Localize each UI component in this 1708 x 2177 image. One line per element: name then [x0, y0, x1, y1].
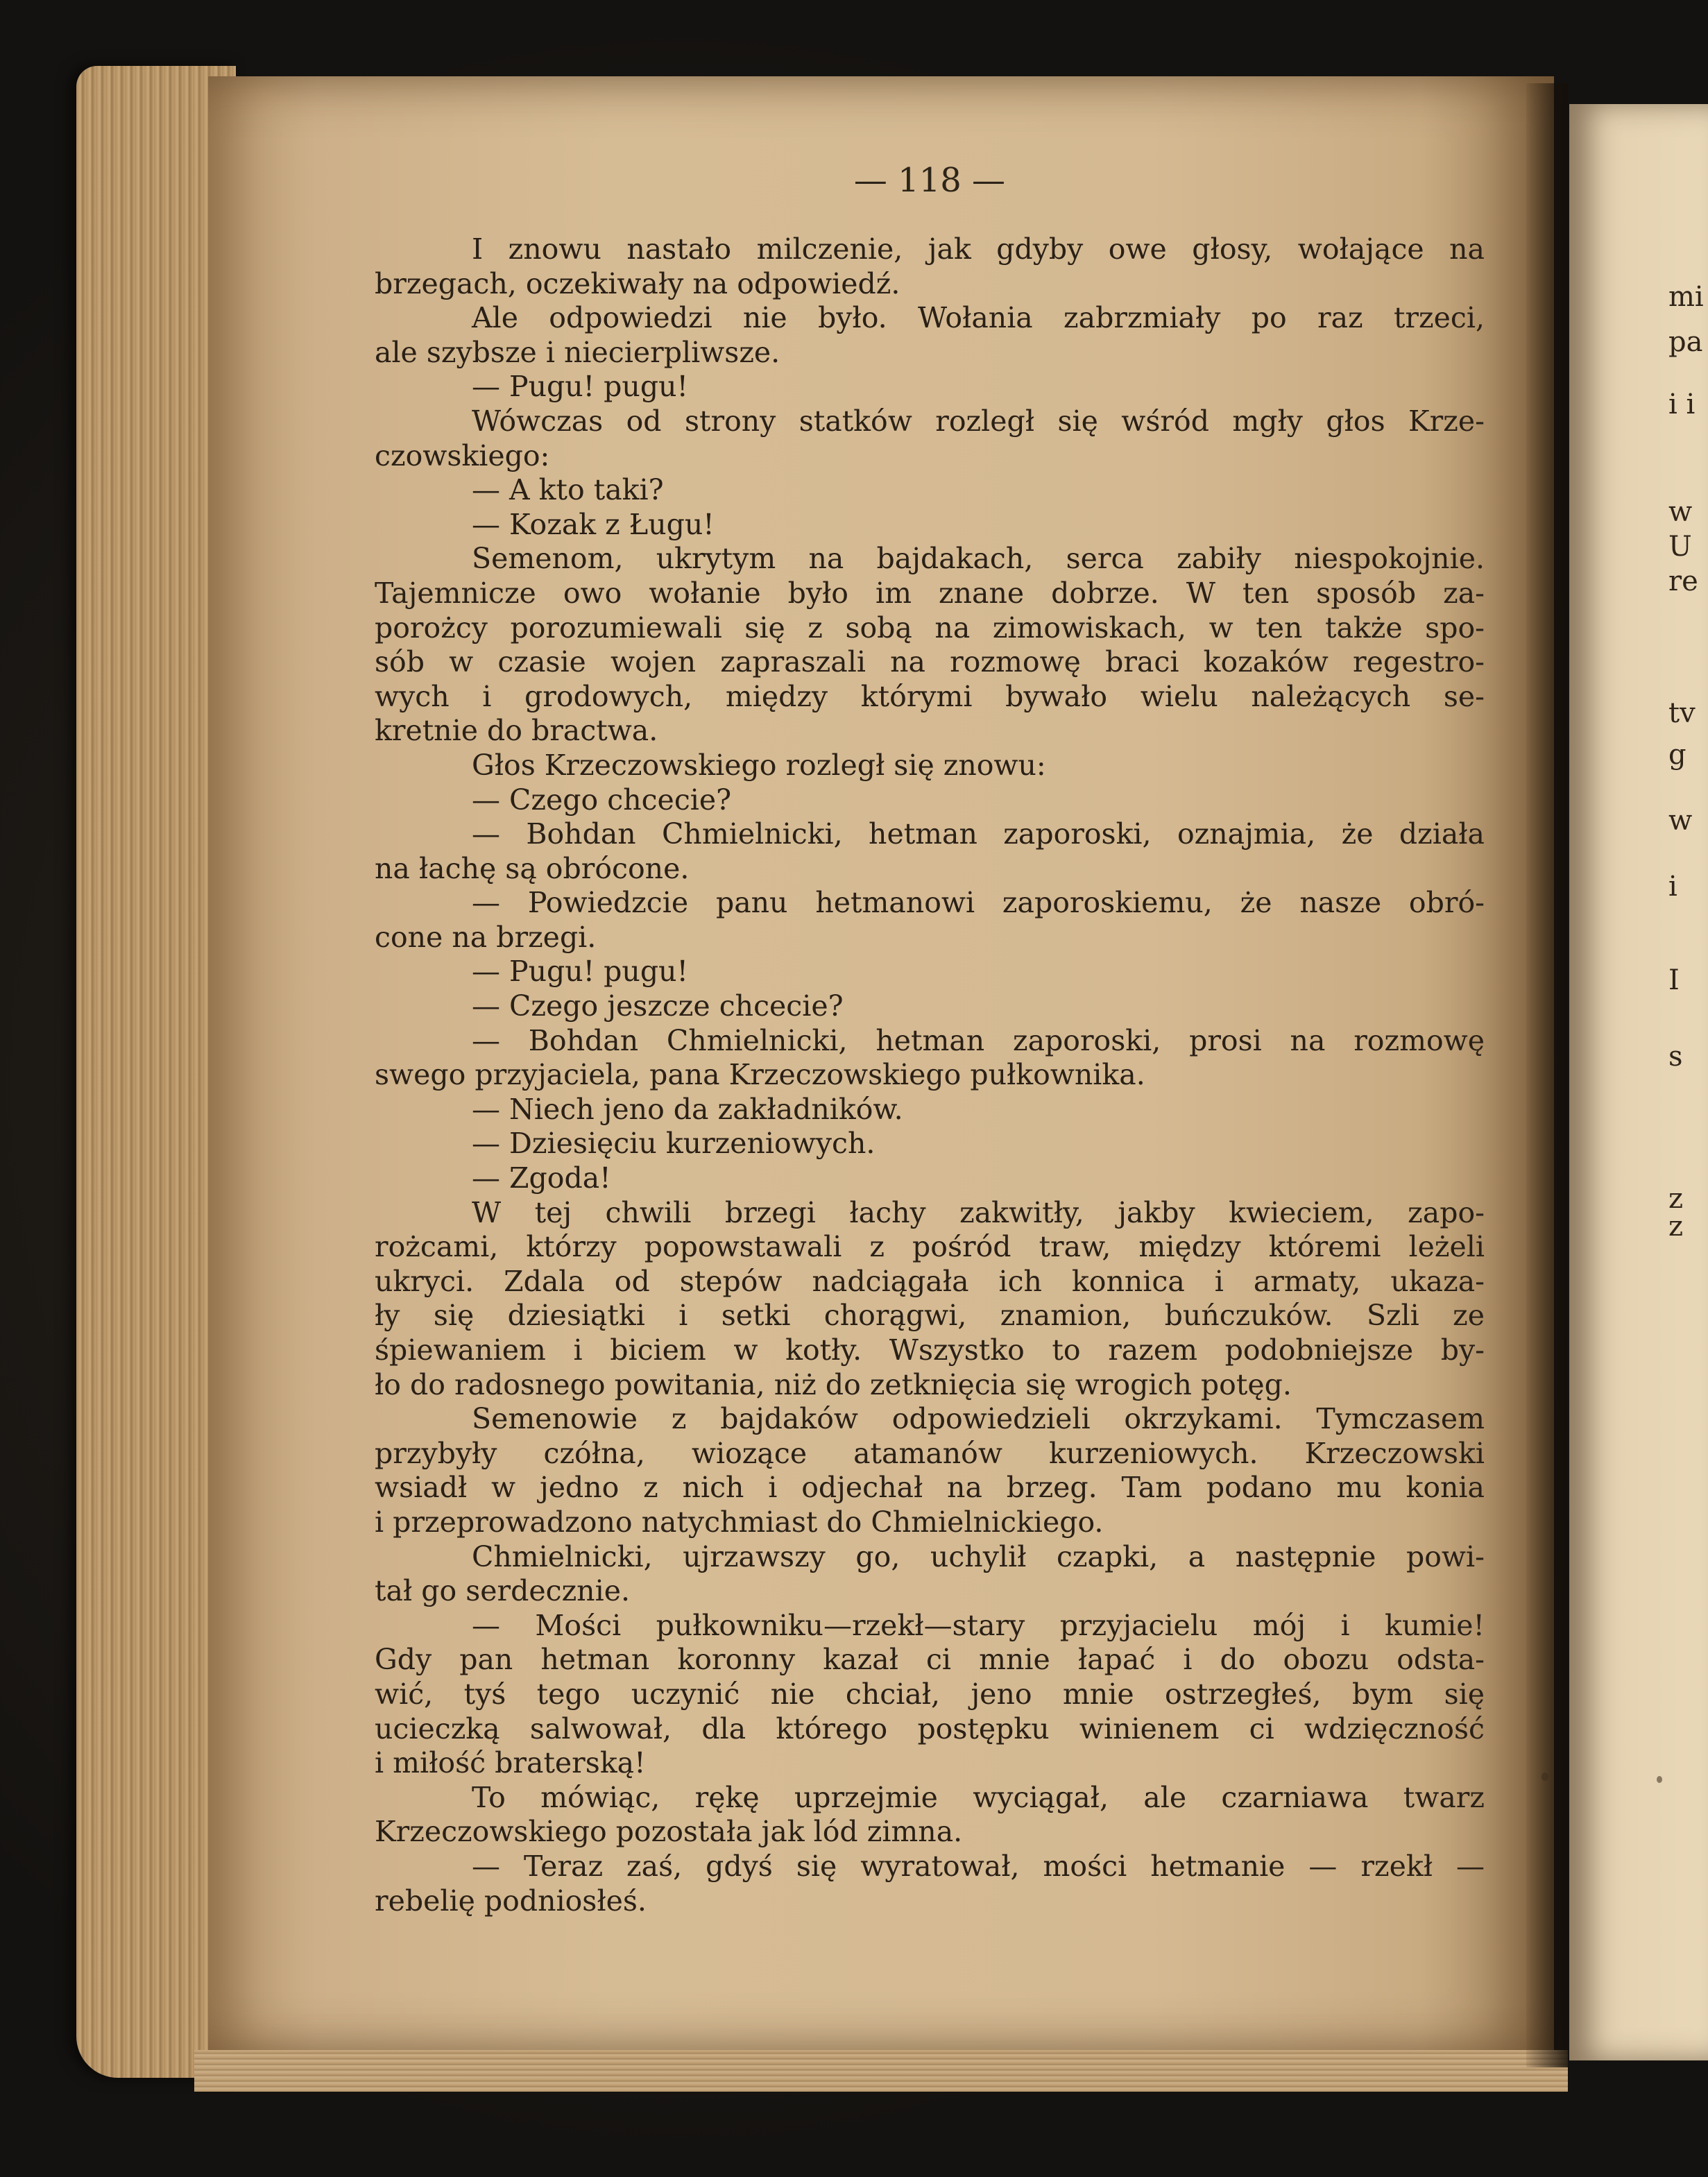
text-line: ale szybsze i niecierpliwsze. [375, 335, 780, 369]
text-line: Krzeczowskiego pozostała jak lód zimna. [375, 1815, 963, 1849]
text-line: Chmielnicki, ujrzawszy go, uchylił czapki, a następnie powi- [472, 1539, 1485, 1573]
text-line: W tej chwili brzegi łachy zakwitły, jakby kwieciem, zapo- [472, 1195, 1485, 1229]
right-page-fragment: i i [1668, 389, 1696, 420]
page-number: — 118 — [853, 161, 1006, 200]
right-page-fragment: re [1668, 565, 1698, 597]
text-line: Ale odpowiedzi nie było. Wołania zabrzmiały po raz trzeci, [472, 301, 1485, 335]
page-text [375, 232, 1485, 1918]
text-line: kretnie do bractwa. [375, 714, 658, 748]
text-line: ły się dziesiątki i setki chorągwi, znamion, buńczuków. Szli ze [375, 1299, 1485, 1333]
right-page-fragment: tv [1668, 697, 1696, 729]
text-line: — Pugu! pugu! [472, 370, 688, 404]
text-line: na łachę są obrócone. [375, 851, 690, 885]
page-bottom-edges [194, 2050, 1568, 2092]
right-page-fragment: g [1668, 739, 1686, 771]
text-line: rożcami, którzy popowstawali z pośród traw, między któremi leżeli [375, 1230, 1485, 1264]
text-line: Wówczas od strony statków rozległ się wśród mgły głos Krze- [472, 404, 1485, 438]
right-page-fragment: z [1668, 1183, 1684, 1215]
right-page-fragment: w [1668, 805, 1693, 837]
text-line: — Powiedzcie panu hetmanowi zaporoskiemu, że nasze obró- [472, 886, 1485, 920]
text-line: Głos Krzeczowskiego rozległ się znowu: [472, 748, 1046, 782]
right-page-fragment: s [1668, 1041, 1683, 1073]
text-line: — Dziesięciu kurzeniowych. [472, 1127, 876, 1161]
text-line: przybyły czółna, wiozące atamanów kurzeniowych. Krzeczowski [375, 1436, 1485, 1470]
right-page-fragment: z [1668, 1211, 1684, 1243]
text-line: — Zgoda! [472, 1161, 611, 1195]
text-line: — Czego chcecie? [472, 783, 732, 817]
right-page-fragment: i [1668, 871, 1677, 903]
text-line: — Kozak z Ługu! [472, 507, 715, 541]
text-line: brzegach, oczekiwały na odpowiedź. [375, 266, 900, 300]
text-line: i przeprowadzono natychmiast do Chmielnickiego. [375, 1505, 1104, 1539]
text-line: porożcy porozumiewali się z sobą na zimowiskach, w ten także spo- [375, 611, 1485, 644]
text-line: — Bohdan Chmielnicki, hetman zaporoski, prosi na rozmowę [472, 1023, 1485, 1057]
text-line: ucieczką salwował, dla którego postępku winienem ci wdzięczność [375, 1711, 1485, 1745]
right-page-fragment: w [1668, 496, 1693, 528]
text-line: śpiewaniem i biciem w kotły. Wszystko to razem podobniejsze by- [375, 1333, 1485, 1367]
text-line: Semenom, ukrytym na bajdakach, serca zabiły niespokojnie. [472, 542, 1485, 576]
text-line: — Niech jeno da zakładników. [472, 1092, 903, 1126]
right-page-fragment: mi [1668, 281, 1704, 313]
text-line: — Czego jeszcze chcecie? [472, 989, 844, 1023]
text-line: — Bohdan Chmielnicki, hetman zaporoski, oznajmia, że działa [472, 817, 1485, 851]
text-line: czowskiego: [375, 438, 550, 472]
text-line: wych i grodowych, między którymi bywało wielu należących se- [375, 679, 1485, 713]
text-line: Tajemnicze owo wołanie było im znane dobrze. W ten sposób za- [375, 576, 1485, 610]
text-line: Gdy pan hetman koronny kazał ci mnie łapać i do obozu odsta- [375, 1643, 1485, 1677]
text-line: — Mości pułkowniku—rzekł—stary przyjacielu mój i kumie! [472, 1608, 1485, 1642]
text-line: ło do radosnego powitania, niż do zetknięcia się wrogich potęg. [375, 1367, 1292, 1401]
text-line: To mówiąc, rękę uprzejmie wyciągał, ale czarniawa twarz [472, 1780, 1485, 1814]
text-line: wić, tyś tego uczynić nie chciał, jeno mnie ostrzegłeś, bym się [375, 1677, 1485, 1711]
text-line: rebelię podniosłeś. [375, 1884, 647, 1918]
text-line: sób w czasie wojen zapraszali na rozmowę braci kozaków regestro- [375, 645, 1485, 679]
text-line: I znowu nastało milczenie, jak gdyby owe głosy, wołające na [472, 232, 1485, 266]
text-line: — Teraz zaś, gdyś się wyratował, mości hetmanie — rzekł — [472, 1849, 1485, 1883]
text-line: tał go serdecznie. [375, 1574, 630, 1608]
text-line: swego przyjaciela, pana Krzeczowskiego pułkownika. [375, 1058, 1145, 1092]
text-line: Semenowie z bajdaków odpowiedzieli okrzykami. Tymczasem [472, 1402, 1485, 1436]
text-line: cone na brzegi. [375, 920, 597, 954]
text-line: — Pugu! pugu! [472, 955, 688, 989]
text-line: — A kto taki? [472, 473, 664, 507]
right-page-fragment: U [1668, 531, 1692, 563]
ink-spot [1542, 1773, 1548, 1781]
text-line: wsiadł w jedno z nich i odjechał na brzeg. Tam podano mu konia [375, 1471, 1485, 1505]
text-line: i miłość braterską! [375, 1746, 646, 1780]
book-gutter [1526, 83, 1568, 2067]
right-page-fragment: pa [1668, 326, 1703, 358]
right-page-fragment: I [1668, 964, 1680, 996]
text-line: ukryci. Zdala od stepów nadciągała ich konnica i armaty, ukaza- [375, 1264, 1485, 1298]
ink-spot [1657, 1776, 1662, 1783]
